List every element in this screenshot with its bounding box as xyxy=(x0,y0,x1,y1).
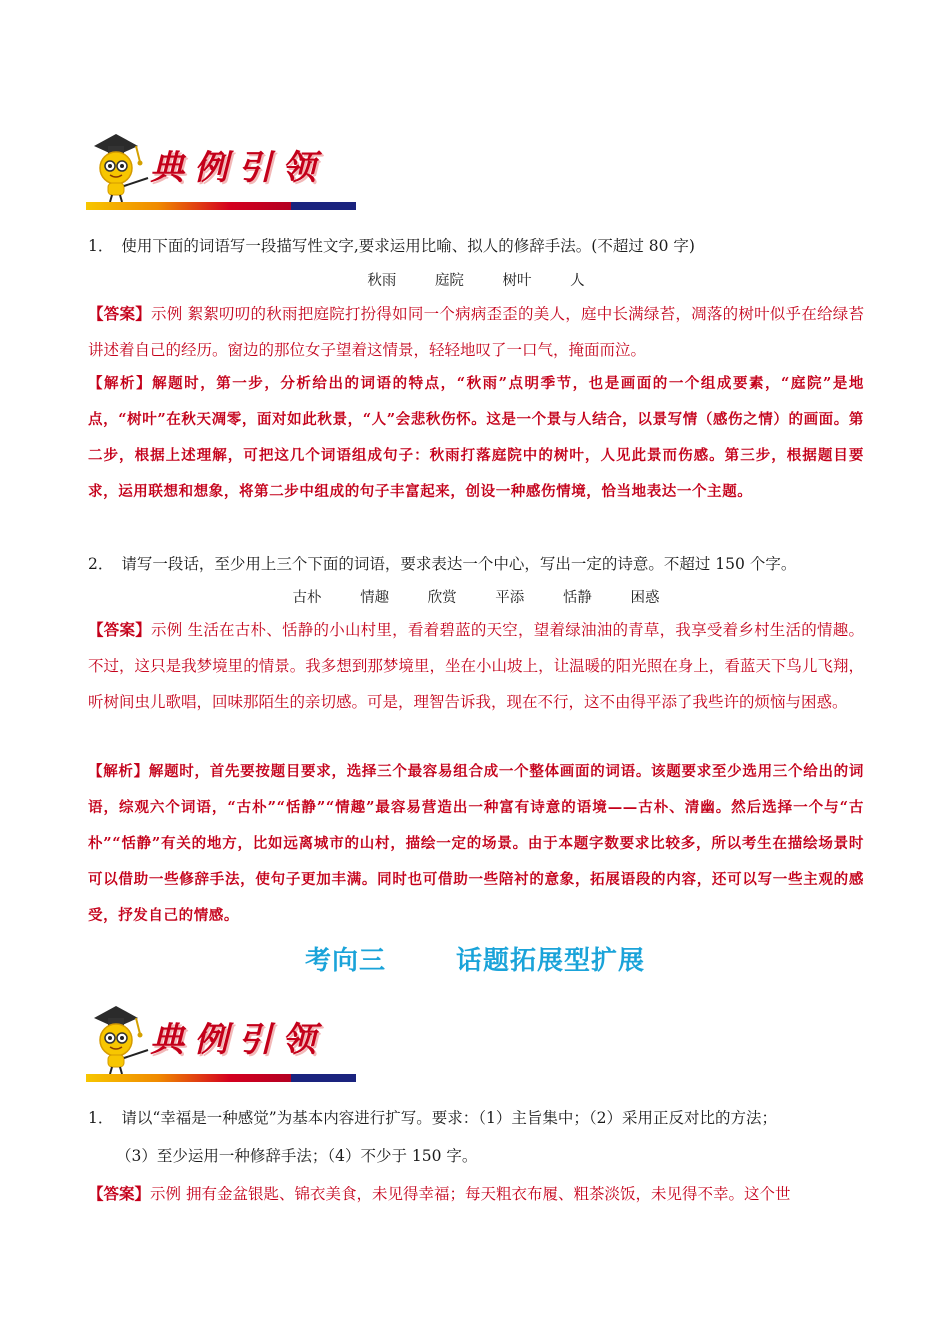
section-title xyxy=(0,940,950,977)
example-banner-2 xyxy=(86,1000,356,1082)
question-number: 1． xyxy=(88,1109,114,1127)
word-item: 秋雨 xyxy=(367,273,397,289)
example-banner-1 xyxy=(86,128,356,210)
question-prompt-line1: 请以“幸福是一种感觉”为基本内容进行扩写。要求：（1）主旨集中；（2）采用正反对比的方法； xyxy=(121,1109,777,1127)
answer-text: 示例 絮絮叨叨的秋雨把庭院打扮得如同一个病病歪歪的美人，庭中长满绿苔，凋落的树叶似乎在给绿苔讲述着自己的经历。窗边的那位女子望着这情景，轻轻地叹了一口气，掩面而泣。 xyxy=(88,305,864,359)
word-item: 恬静 xyxy=(562,590,592,606)
answer-tag: 【答案】 xyxy=(88,304,151,323)
question-3 xyxy=(88,1100,868,1136)
word-item: 困惑 xyxy=(630,590,660,606)
answer-text: 示例 拥有金盆银匙、锦衣美食，未见得幸福；每天粗衣布履、粗茶淡饭，未见得不幸。这个世 xyxy=(150,1185,791,1203)
question-prompt: 使用下面的词语写一段描写性文字,要求运用比喻、拟人的修辞手法。(不超过 80 字) xyxy=(121,237,695,255)
question-1 xyxy=(88,228,868,264)
section-title-left: 考向三 xyxy=(304,946,386,976)
analysis-2 xyxy=(88,754,864,934)
banner-underline xyxy=(86,202,356,210)
analysis-text: 解题时，第一步，分析给出的词语的特点，“秋雨”点明季节，也是画面的一个组成要素，“庭院”是地点，“树叶”在秋天凋零，面对如此秋景，“人”会悲秋伤怀。这是一个景与人结合，以景写情（感伤之情）的画面。第二步，根据上述理解，可把这几个词语组成句子：秋雨打落庭院中的树叶，人见此景而伤感。第三步，根据题目要求，运用联想和想象，将第二步中组成的句子丰富起来，创设一种感伤情境，恰当地表达一个主题。 xyxy=(88,375,864,500)
question-3-continuation xyxy=(116,1138,866,1174)
banner-title: 典例引领 xyxy=(150,1020,326,1060)
question-number: 1． xyxy=(88,237,114,255)
question-prompt: 请写一段话，至少用上三个下面的词语，要求表达一个中心，写出一定的诗意。不超过 150 个字。 xyxy=(121,555,797,573)
word-item: 古朴 xyxy=(292,590,322,606)
word-item: 庭院 xyxy=(434,273,464,289)
word-item: 平添 xyxy=(495,590,525,606)
analysis-tag: 【解析】 xyxy=(88,375,153,392)
word-item: 欣赏 xyxy=(427,590,457,606)
word-list-2 xyxy=(88,583,864,613)
answer-tag: 【答案】 xyxy=(88,1184,151,1203)
word-list-1 xyxy=(88,266,864,296)
analysis-tag: 【解析】 xyxy=(88,763,149,780)
question-prompt-line2: （3）至少运用一种修辞手法；（4）不少于 150 字。 xyxy=(116,1147,478,1165)
banner-underline xyxy=(86,1074,356,1082)
word-item: 情趣 xyxy=(360,590,390,606)
banner-title: 典例引领 xyxy=(150,148,326,188)
word-item: 树叶 xyxy=(502,273,532,289)
answer-2 xyxy=(88,612,864,720)
answer-1 xyxy=(88,296,864,368)
answer-text: 示例 生活在古朴、恬静的小山村里，看着碧蓝的天空，望着绿油油的青草，我享受着乡村生活的情趣。不过，这只是我梦境里的情景。我多想到那梦境里，坐在小山坡上，让温暖的阳光照在身上，看蓝天下鸟儿飞翔，听树间虫儿歌唱，回味那陌生的亲切感。可是，理智告诉我，现在不行，这不由得平添了我些许的烦恼与困惑。 xyxy=(88,621,864,711)
section-title-right: 话题拓展型扩展 xyxy=(456,946,646,976)
question-2 xyxy=(88,546,868,582)
analysis-text: 解题时，首先要按题目要求，选择三个最容易组合成一个整体画面的词语。该题要求至少选用三个给出的词语，综观六个词语，“古朴”“恬静”“情趣”最容易营造出一种富有诗意的语境——古朴、清幽。然后选择一个与“古朴”“恬静”有关的地方，比如远离城市的山村，描绘一定的场景。由于本题字数要求比较多，所以考生在描绘场景时可以借助一些修辞手法，使句子更加丰满。同时也可借助一些陪衬的意象，拓展语段的内容，还可以写一些主观的感受，抒发自己的情感。 xyxy=(88,763,864,924)
answer-3 xyxy=(88,1176,864,1212)
word-item: 人 xyxy=(570,273,585,289)
question-number: 2． xyxy=(88,555,114,573)
answer-tag: 【答案】 xyxy=(88,620,151,639)
analysis-1 xyxy=(88,366,864,510)
